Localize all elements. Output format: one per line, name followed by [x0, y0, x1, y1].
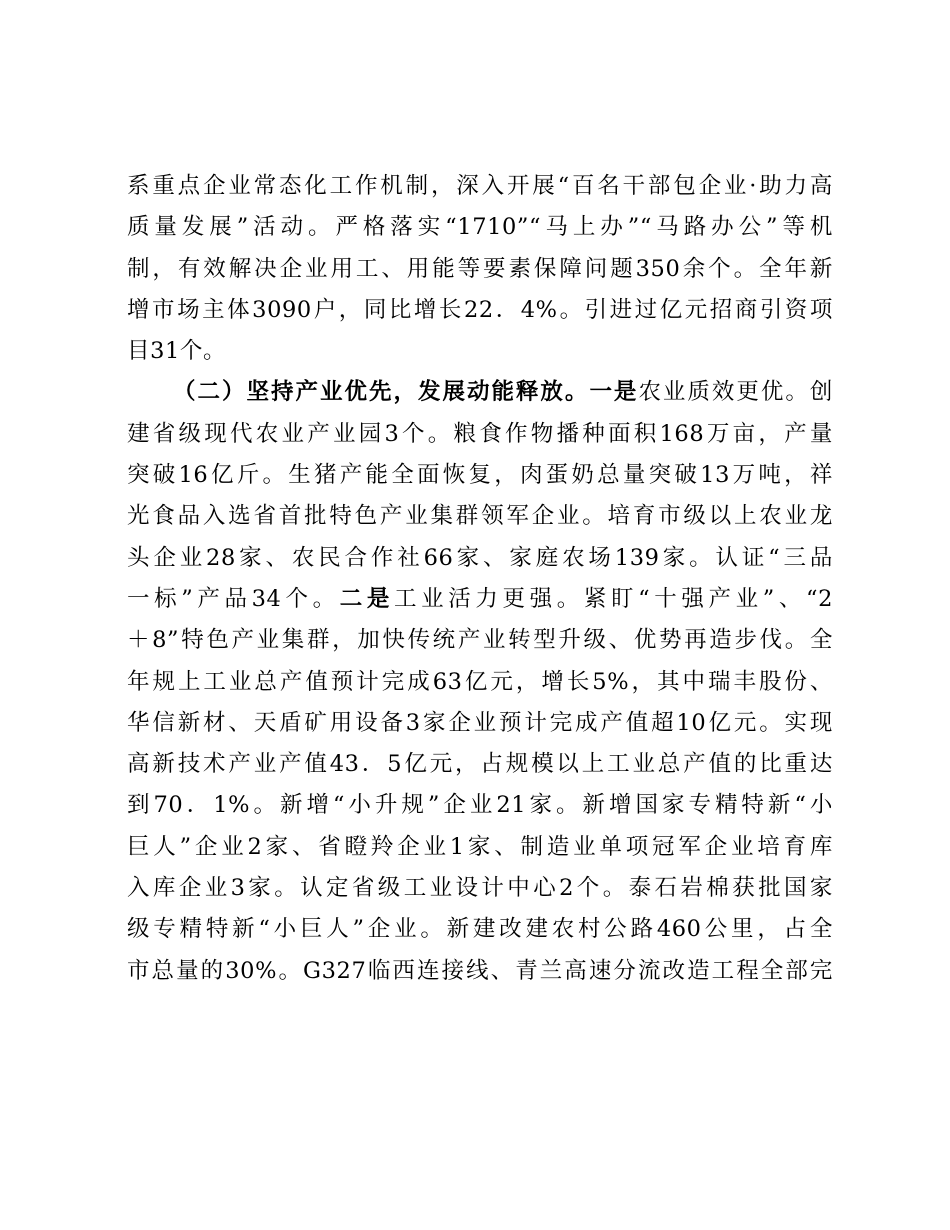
- text-line: 质量发展”活动。严格落实“1710”“马上办”“马路办公”等机: [127, 214, 833, 241]
- text-line: 制，有效解决企业用工、用能等要素保障问题350余个。全年新: [127, 255, 833, 282]
- text-line: ＋8”特色产业集群，加快传统产业转型升级、优势再造步伐。全: [127, 627, 833, 654]
- section-heading-line: （二）坚持产业优先，发展动能释放。一是农业质效更优。创: [173, 379, 834, 406]
- item-marker: 一是: [589, 379, 639, 406]
- text-line: 增市场主体3090户，同比增长22．4%。引进过亿元招商引资项: [127, 296, 833, 323]
- text-line: 华信新材、天盾矿用设备3家企业预计完成产值超10亿元。实现: [127, 709, 833, 736]
- text-line: 系重点企业常态化工作机制，深入开展“百名干部包企业·助力高: [127, 173, 833, 199]
- text-line: 年规上工业总产值预计完成63亿元，增长5%，其中瑞丰股份、: [127, 668, 833, 695]
- text-line: 突破16亿斤。生猪产能全面恢复，肉蛋奶总量突破13万吨，祥: [127, 462, 833, 489]
- text-line: 高新技术产业产值43．5亿元，占规模以上工业总产值的比重达: [127, 751, 833, 778]
- text-line: 到70．1%。新增“小升规”企业21家。新增国家专精特新“小: [127, 792, 833, 819]
- text-line: 光食品入选省首批特色产业集群领军企业。培育市级以上农业龙: [127, 503, 833, 530]
- body-text: [127, 166, 833, 992]
- text-line: 头企业28家、农民合作社66家、家庭农场139家。认证“三品: [127, 544, 833, 571]
- text-line: 级专精特新“小巨人”企业。新建改建农村公路460公里，占全: [127, 916, 833, 943]
- section-heading: （二）坚持产业优先，发展动能释放。: [173, 379, 590, 406]
- text-line: 建省级现代农业产业园3个。粮食作物播种面积168万亩，产量: [127, 420, 833, 447]
- item-marker: 二是: [339, 585, 394, 612]
- text-line: 市总量的30%。G327临西连接线、青兰高速分流改造工程全部完: [127, 957, 833, 984]
- text-line: 巨人”企业2家、省瞪羚企业1家、制造业单项冠军企业培育库: [127, 833, 833, 860]
- text-line: 目31个。: [127, 338, 227, 365]
- text-line: 一标”产品34个。二是工业活力更强。紧盯“十强产业”、“2: [127, 585, 833, 612]
- text-line: 入库企业3家。认定省级工业设计中心2个。泰石岩棉获批国家: [127, 875, 833, 902]
